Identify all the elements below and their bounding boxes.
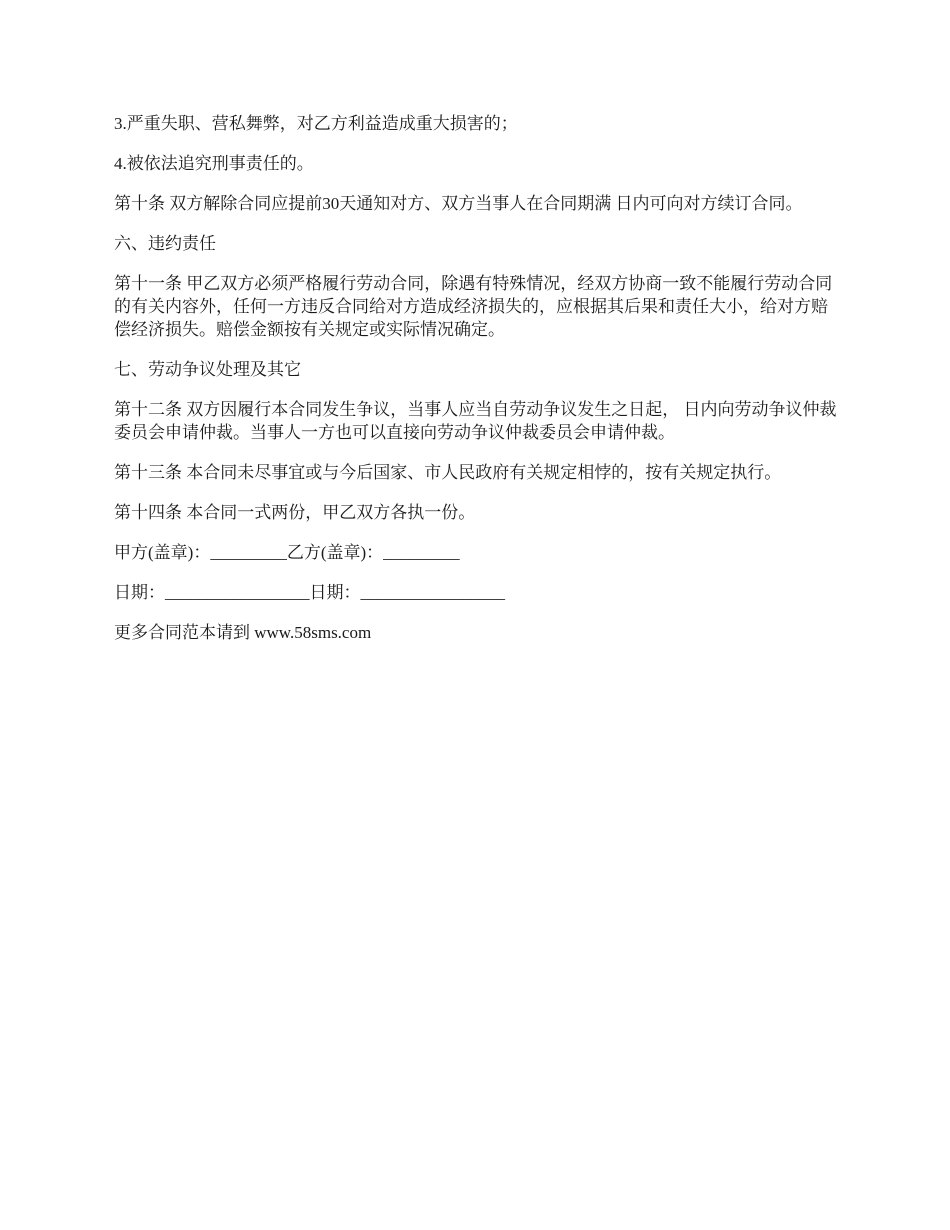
- section-heading-disputes: 七、劳动争议处理及其它: [114, 360, 301, 379]
- article-11: 第十一条 甲乙双方必须严格履行劳动合同，除遇有特殊情况，经双方协商一致不能履行劳动合同的有关内容外，任何一方违反合同给对方造成经济损失的，应根据其后果和责任大小，给对方赔偿经济损失。赔偿金额按有关规定或实际情况确定。: [114, 274, 833, 339]
- document-page: [114, 112, 844, 661]
- footer-note: 更多合同范本请到 www.58sms.com: [114, 623, 372, 642]
- clause-item-4: 4.被依法追究刑事责任的。: [114, 154, 314, 173]
- article-12: 第十二条 双方因履行本合同发生争议，当事人应当自劳动争议发生之日起， 日内向劳动争议仲裁委员会申请仲裁。当事人一方也可以直接向劳动争议仲裁委员会申请仲裁。: [114, 400, 837, 442]
- article-13: 第十三条 本合同未尽事宜或与今后国家、市人民政府有关规定相悖的，按有关规定执行。: [114, 463, 782, 482]
- article-10: 第十条 双方解除合同应提前30天通知对方、双方当事人在合同期满 日内可向对方续订合同。: [114, 194, 803, 213]
- date-line: 日期：_________________日期：_________________: [114, 583, 505, 602]
- article-14: 第十四条 本合同一式两份，甲乙双方各执一份。: [114, 503, 476, 522]
- signature-line: 甲方(盖章)：_________乙方(盖章)：_________: [114, 543, 460, 562]
- section-heading-breach: 六、违约责任: [114, 234, 216, 253]
- clause-item-3: 3.严重失职、营私舞弊，对乙方利益造成重大损害的；: [114, 114, 518, 133]
